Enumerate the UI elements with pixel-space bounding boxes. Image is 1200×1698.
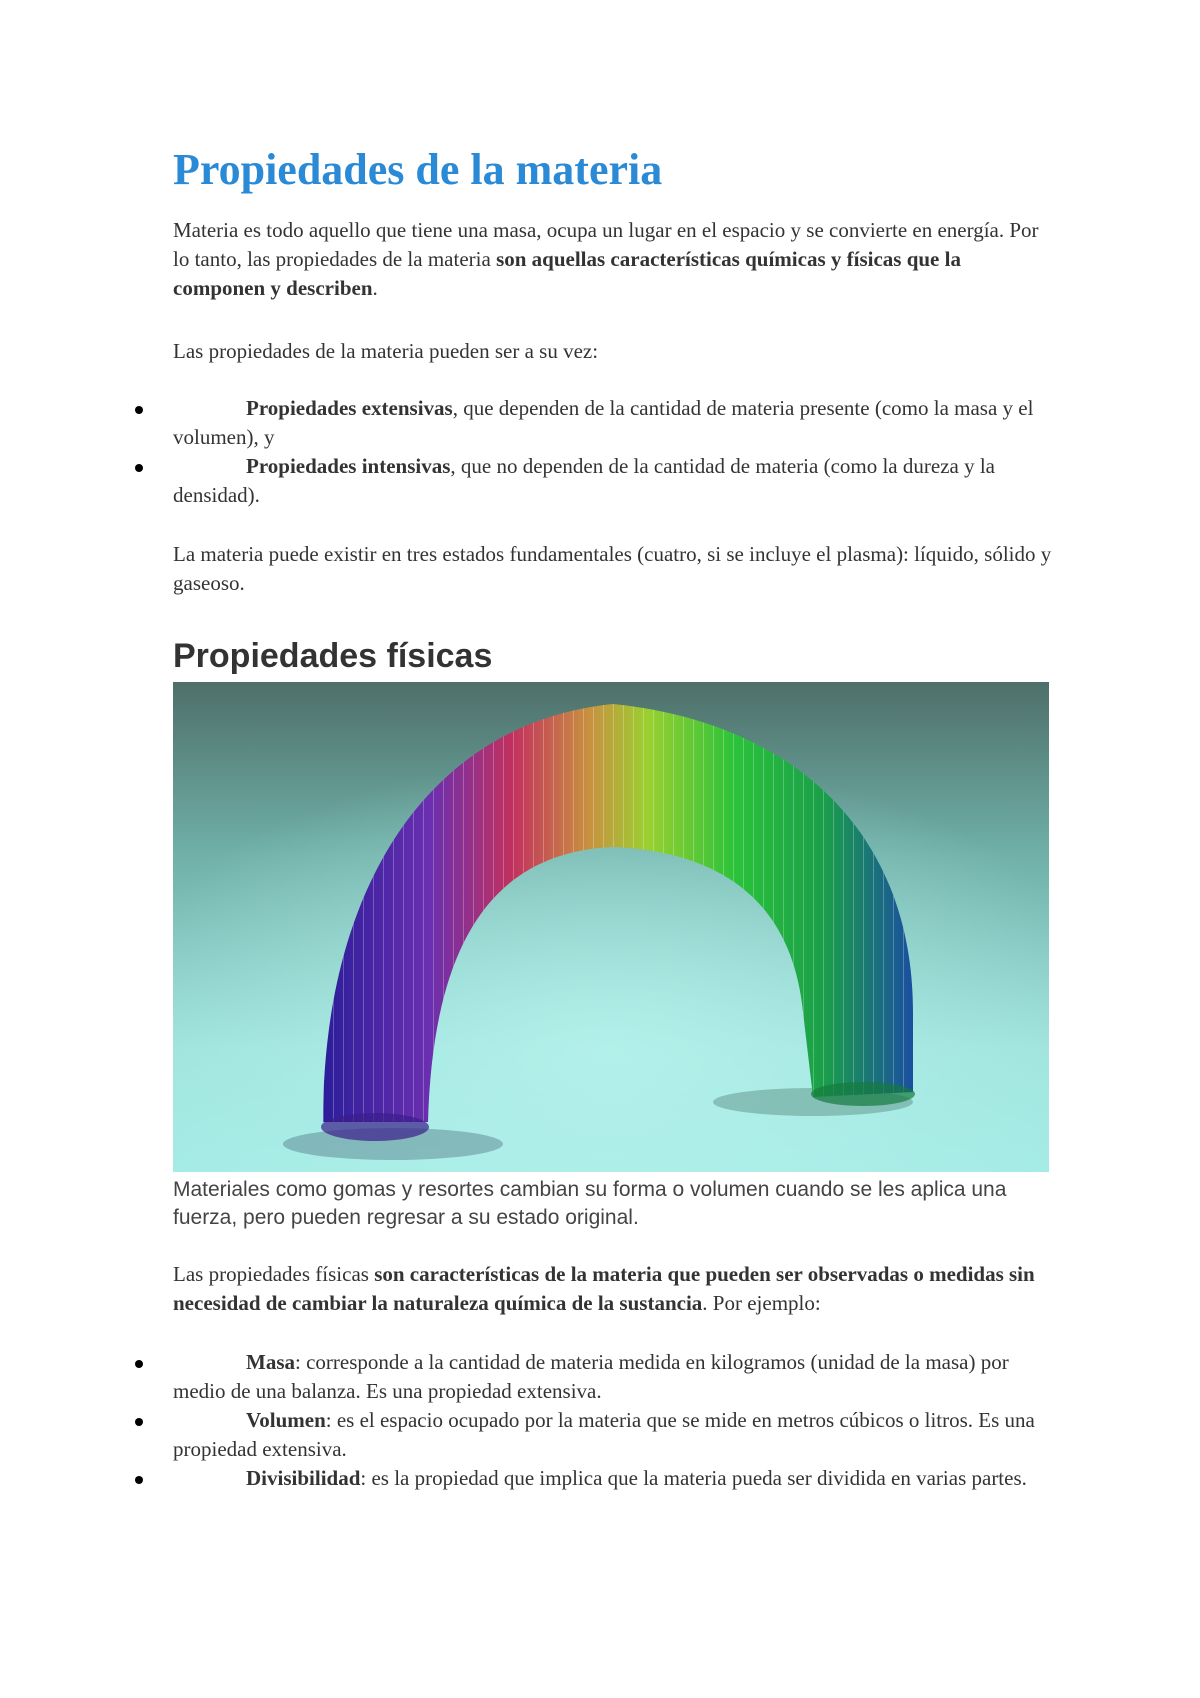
- list-item: [173, 394, 1053, 452]
- section-title: Propiedades físicas: [173, 637, 493, 676]
- list-item-desc: : es la propiedad que implica que la materia pueda ser dividida en varias partes.: [360, 1465, 1027, 1490]
- page-title: Propiedades de la materia: [173, 145, 663, 194]
- list-item-desc: : es el espacio ocupado por la materia que se mide en metros cúbicos o litros. Es una propiedad extensiva.: [173, 1407, 1035, 1461]
- slinky-image: [173, 682, 1049, 1172]
- physical-bold: son características de la materia que pueden ser observadas o medidas sin necesidad de cambiar la naturaleza química de la sustancia: [173, 1261, 1035, 1315]
- image-caption: Materiales como gomas y resortes cambian su forma o volumen cuando se les aplica una fuerza, pero pueden regresar a su estado original.: [173, 1177, 1007, 1229]
- list-item: [173, 1406, 1053, 1464]
- physical-paragraph: [173, 1260, 1053, 1318]
- physical-text: Las propiedades físicas: [173, 1261, 375, 1286]
- physical-end: . Por ejemplo:: [702, 1290, 821, 1315]
- examples-list: [173, 1348, 1053, 1493]
- document-page: [173, 140, 1053, 1523]
- list-item: [173, 1464, 1053, 1493]
- intro-text: Materia es todo aquello que tiene una masa, ocupa un lugar en el espacio y se convierte en energía. Por lo tanto, las propiedades de la materia: [173, 218, 1039, 272]
- bullet-icon: [135, 464, 143, 472]
- list-item-desc: : corresponde a la cantidad de materia medida en kilogramos (unidad de la masa) por medio de una balanza. Es una propiedad extensiva.: [173, 1349, 1009, 1403]
- bullet-icon: [135, 406, 143, 414]
- bullet-icon: [135, 1418, 143, 1426]
- states-paragraph: La materia puede existir en tres estados fundamentales (cuatro, si se incluye el plasma): líquido, sólido y gaseoso.: [173, 542, 1052, 596]
- list-item-term: Masa: [246, 1349, 295, 1374]
- intro-paragraph: [173, 216, 1053, 303]
- lead-paragraph: Las propiedades de la materia pueden ser a su vez:: [173, 339, 599, 364]
- kinds-list: [173, 394, 1053, 510]
- list-item-term: Divisibilidad: [246, 1465, 361, 1490]
- list-item: [173, 452, 1053, 510]
- bullet-icon: [135, 1360, 143, 1368]
- list-item-desc: , que dependen de la cantidad de materia presente (como la masa y el volumen), y: [173, 396, 1034, 450]
- intro-bold: son aquellas características químicas y físicas que la componen y describen: [173, 247, 961, 301]
- list-item-term: Propiedades extensivas: [246, 396, 453, 421]
- list-item-term: Volumen: [246, 1407, 326, 1432]
- bullet-icon: [135, 1476, 143, 1484]
- list-item: [173, 1348, 1053, 1406]
- list-item-term: Propiedades intensivas: [246, 454, 451, 479]
- list-item-desc: , que no dependen de la cantidad de materia (como la dureza y la densidad).: [173, 454, 995, 508]
- intro-end: .: [372, 276, 378, 301]
